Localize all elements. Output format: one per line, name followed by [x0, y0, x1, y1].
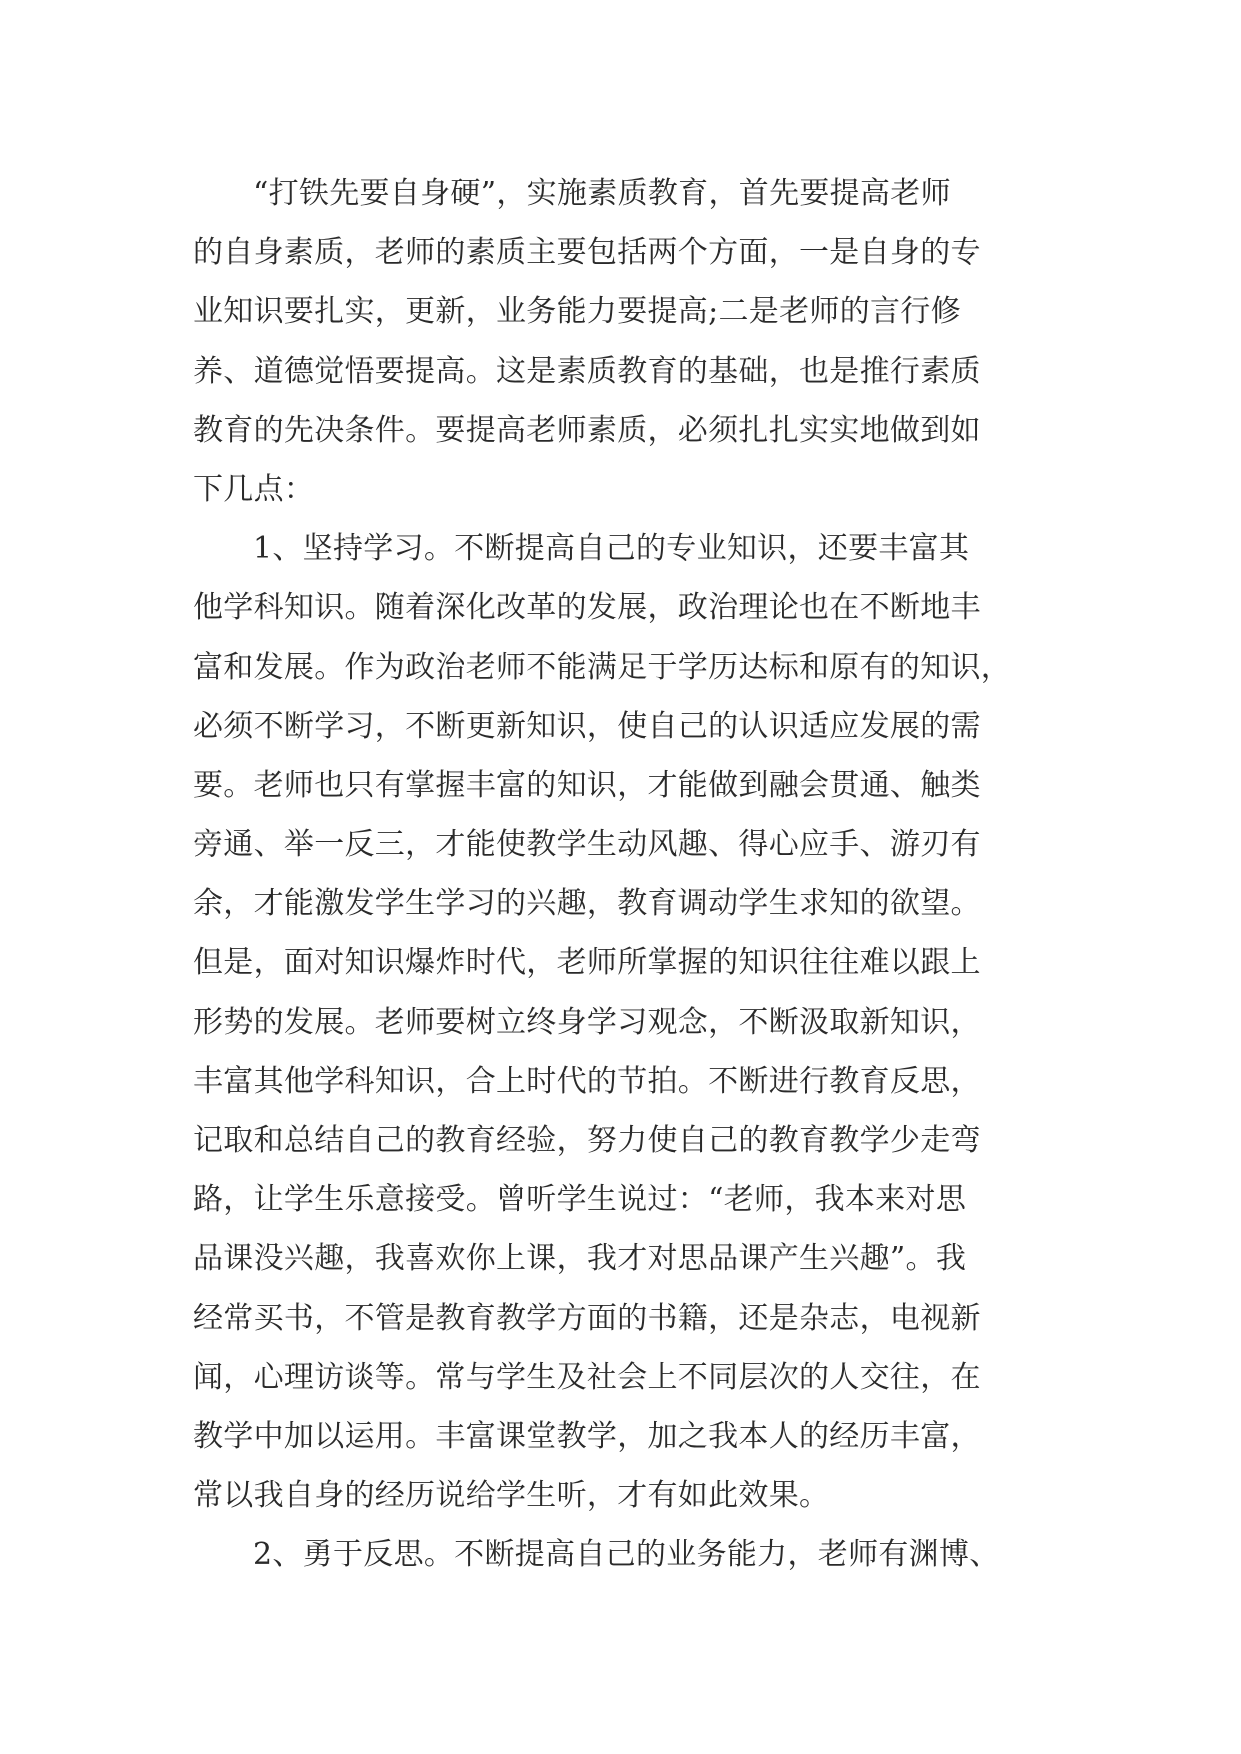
text-line: 要。老师也只有掌握丰富的知识，才能做到融会贯通、触类 [193, 767, 981, 803]
text-line: 业知识要扎实，更新，业务能力要提高;二是老师的言行修 [193, 294, 961, 330]
text-line: 旁通、举一反三，才能使教学生动风趣、得心应手、游刃有 [193, 827, 981, 863]
text-line: 教学中加以运用。丰富课堂教学，加之我本人的经历丰富， [193, 1418, 981, 1454]
text-line: 记取和总结自己的教育经验，努力使自己的教育教学少走弯 [193, 1123, 981, 1158]
body-text [193, 164, 1063, 1585]
text-line: 2、勇于反思。不断提高自己的业务能力，老师有渊博、 [253, 1537, 1000, 1573]
text-line: 富和发展。作为政治老师不能满足于学历达标和原有的知识， [193, 649, 1012, 685]
text-line: 形势的发展。老师要树立终身学习观念，不断汲取新知识， [193, 1004, 981, 1040]
text-line: 品课没兴趣，我喜欢你上课，我才对思品课产生兴趣”。我 [193, 1241, 967, 1277]
text-line: 必须不断学习，不断更新知识，使自己的认识适应发展的需 [193, 708, 981, 744]
text-line: 养、道德觉悟要提高。这是素质教育的基础，也是推行素质 [193, 353, 981, 389]
text-line: 1、坚持学习。不断提高自己的专业知识，还要丰富其 [253, 531, 970, 567]
text-line: 余，才能激发学生学习的兴趣，教育调动学生求知的欲望。 [193, 886, 981, 922]
text-line: 路，让学生乐意接受。曾听学生说过：“老师，我本来对思 [193, 1182, 967, 1218]
text-line: 经常买书，不管是教育教学方面的书籍，还是杂志，电视新 [193, 1300, 981, 1336]
text-line: 常以我自身的经历说给学生听，才有如此效果。 [193, 1478, 830, 1514]
text-line: 教育的先决条件。要提高老师素质，必须扎扎实实地做到如 [193, 412, 981, 448]
text-line: 他学科知识。随着深化改革的发展，政治理论也在不断地丰 [193, 590, 981, 626]
text-line: 的自身素质，老师的素质主要包括两个方面，一是自身的专 [193, 235, 981, 271]
text-line: 下几点： [193, 471, 315, 507]
text-line: 丰富其他学科知识，合上时代的节拍。不断进行教育反思， [193, 1063, 981, 1099]
text-line: 但是，面对知识爆炸时代，老师所掌握的知识往往难以跟上 [193, 945, 981, 981]
text-line: 闻，心理访谈等。常与学生及社会上不同层次的人交往，在 [193, 1359, 981, 1395]
text-line: “打铁先要自身硬”，实施素质教育，首先要提高老师 [253, 176, 951, 211]
